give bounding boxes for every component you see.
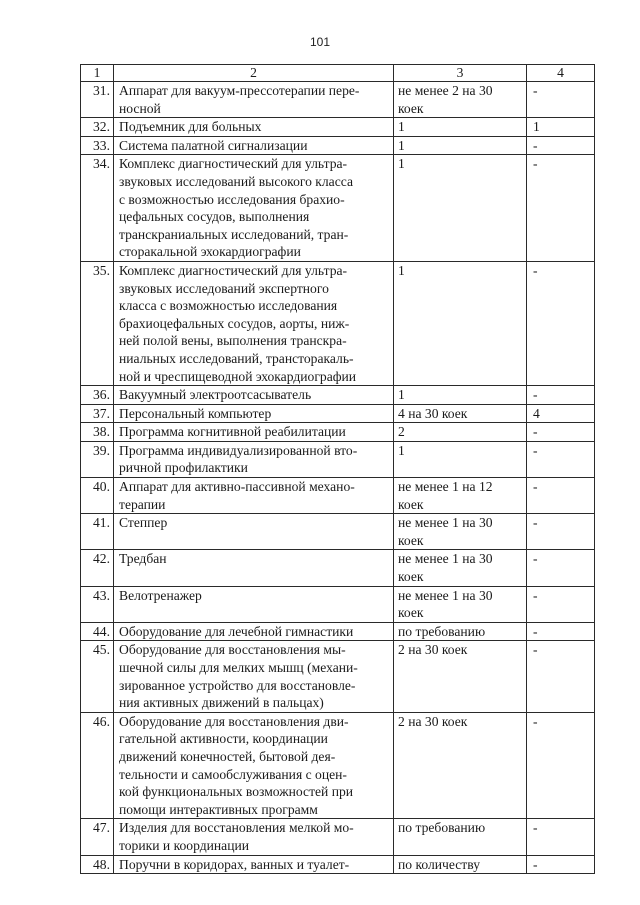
row-note-cell: - [527, 155, 595, 262]
row-name-cell: Изделия для восстановления мелкой мо- торики и координации [114, 819, 394, 855]
row-name-cell: Оборудование для лечебной гимнастики [114, 622, 394, 641]
table-row [81, 855, 595, 874]
row-name-cell: Поручни в коридорах, ванных и туалет- [114, 855, 394, 874]
row-number-cell: 31. [81, 82, 114, 118]
row-quantity-cell: не менее 1 на 30 коек [394, 550, 527, 586]
row-note-cell: - [527, 261, 595, 385]
row-quantity-cell: 1 [394, 136, 527, 155]
row-quantity-cell: 2 [394, 423, 527, 442]
row-quantity-cell: по требованию [394, 622, 527, 641]
table-row [81, 478, 595, 514]
row-quantity-cell: 1 [394, 441, 527, 477]
row-note-cell: 4 [527, 404, 595, 423]
row-name-cell: Аппарат для активно-пассивной механо- терапии [114, 478, 394, 514]
row-number-cell: 46. [81, 712, 114, 819]
row-name-cell: Степпер [114, 514, 394, 550]
row-number-cell: 44. [81, 622, 114, 641]
row-number-cell: 42. [81, 550, 114, 586]
table-row [81, 155, 595, 262]
row-quantity-cell: не менее 1 на 30 коек [394, 586, 527, 622]
row-note-cell: 1 [527, 118, 595, 137]
table-header-row [81, 65, 595, 82]
table-row [81, 641, 595, 712]
row-note-cell: - [527, 819, 595, 855]
row-note-cell: - [527, 82, 595, 118]
row-note-cell: - [527, 478, 595, 514]
row-quantity-cell: 2 на 30 коек [394, 712, 527, 819]
row-number-cell: 33. [81, 136, 114, 155]
row-name-cell: Подъемник для больных [114, 118, 394, 137]
row-quantity-cell: 1 [394, 386, 527, 405]
header-cell-number: 1 [81, 65, 114, 82]
row-number-cell: 32. [81, 118, 114, 137]
row-quantity-cell: 1 [394, 118, 527, 137]
row-number-cell: 38. [81, 423, 114, 442]
row-name-cell: Тредбан [114, 550, 394, 586]
table-row [81, 819, 595, 855]
row-number-cell: 39. [81, 441, 114, 477]
table-row [81, 441, 595, 477]
row-name-cell: Персональный компьютер [114, 404, 394, 423]
row-name-cell: Система палатной сигнализации [114, 136, 394, 155]
row-name-cell: Оборудование для восстановления дви- гательной активности, координации движений конечностей, бытовой дея- тельности и самообслуживания с оцен- кой функциональных возможностей при помощи интерактивных программ [114, 712, 394, 819]
row-quantity-cell: 1 [394, 261, 527, 385]
table-row [81, 118, 595, 137]
row-number-cell: 34. [81, 155, 114, 262]
header-cell-quantity: 3 [394, 65, 527, 82]
row-quantity-cell: не менее 1 на 30 коек [394, 514, 527, 550]
row-note-cell: - [527, 855, 595, 874]
row-quantity-cell: 1 [394, 155, 527, 262]
row-name-cell: Комплекс диагностический для ультра- звуковых исследований экспертного класса с возможностью исследования брахиоцефальных сосудов, аорты, ниж- ней полой вены, выполнения транскра- ниальных исследований, трансторакаль- ной и чреспищеводной эхокардиографии [114, 261, 394, 385]
table-row [81, 622, 595, 641]
row-name-cell: Аппарат для вакуум-прессотерапии пере- носной [114, 82, 394, 118]
table-row [81, 82, 595, 118]
table-row [81, 712, 595, 819]
row-quantity-cell: по количеству [394, 855, 527, 874]
row-name-cell: Программа индивидуализированной вто- ричной профилактики [114, 441, 394, 477]
row-name-cell: Оборудование для восстановления мы- шечной силы для мелких мышц (механи- зированное устройство для восстановле- ния активных движений в пальцах) [114, 641, 394, 712]
row-number-cell: 41. [81, 514, 114, 550]
row-quantity-cell: по требованию [394, 819, 527, 855]
row-note-cell: - [527, 550, 595, 586]
header-cell-name: 2 [114, 65, 394, 82]
table-row [81, 404, 595, 423]
row-note-cell: - [527, 622, 595, 641]
row-number-cell: 35. [81, 261, 114, 385]
row-quantity-cell: не менее 2 на 30 коек [394, 82, 527, 118]
table-row [81, 386, 595, 405]
row-note-cell: - [527, 641, 595, 712]
row-number-cell: 47. [81, 819, 114, 855]
row-number-cell: 43. [81, 586, 114, 622]
equipment-table [80, 64, 595, 874]
row-number-cell: 36. [81, 386, 114, 405]
row-number-cell: 37. [81, 404, 114, 423]
table-row [81, 586, 595, 622]
row-note-cell: - [527, 712, 595, 819]
page-number: 101 [309, 35, 331, 49]
row-note-cell: - [527, 136, 595, 155]
header-cell-note: 4 [527, 65, 595, 82]
row-name-cell: Велотренажер [114, 586, 394, 622]
table-row [81, 423, 595, 442]
row-number-cell: 48. [81, 855, 114, 874]
row-number-cell: 40. [81, 478, 114, 514]
table-row [81, 514, 595, 550]
row-name-cell: Вакуумный электроотсасыватель [114, 386, 394, 405]
row-name-cell: Программа когнитивной реабилитации [114, 423, 394, 442]
row-note-cell: - [527, 586, 595, 622]
row-quantity-cell: 2 на 30 коек [394, 641, 527, 712]
row-number-cell: 45. [81, 641, 114, 712]
table-row [81, 550, 595, 586]
table-row [81, 261, 595, 385]
row-note-cell: - [527, 514, 595, 550]
table-row [81, 136, 595, 155]
row-note-cell: - [527, 386, 595, 405]
row-quantity-cell: не менее 1 на 12 коек [394, 478, 527, 514]
row-quantity-cell: 4 на 30 коек [394, 404, 527, 423]
row-name-cell: Комплекс диагностический для ультра- звуковых исследований высокого класса с возможностью исследования брахио- цефальных сосудов, выполнения транскраниальных исследований, тран- сторакальной эхокардиографии [114, 155, 394, 262]
row-note-cell: - [527, 441, 595, 477]
row-note-cell: - [527, 423, 595, 442]
